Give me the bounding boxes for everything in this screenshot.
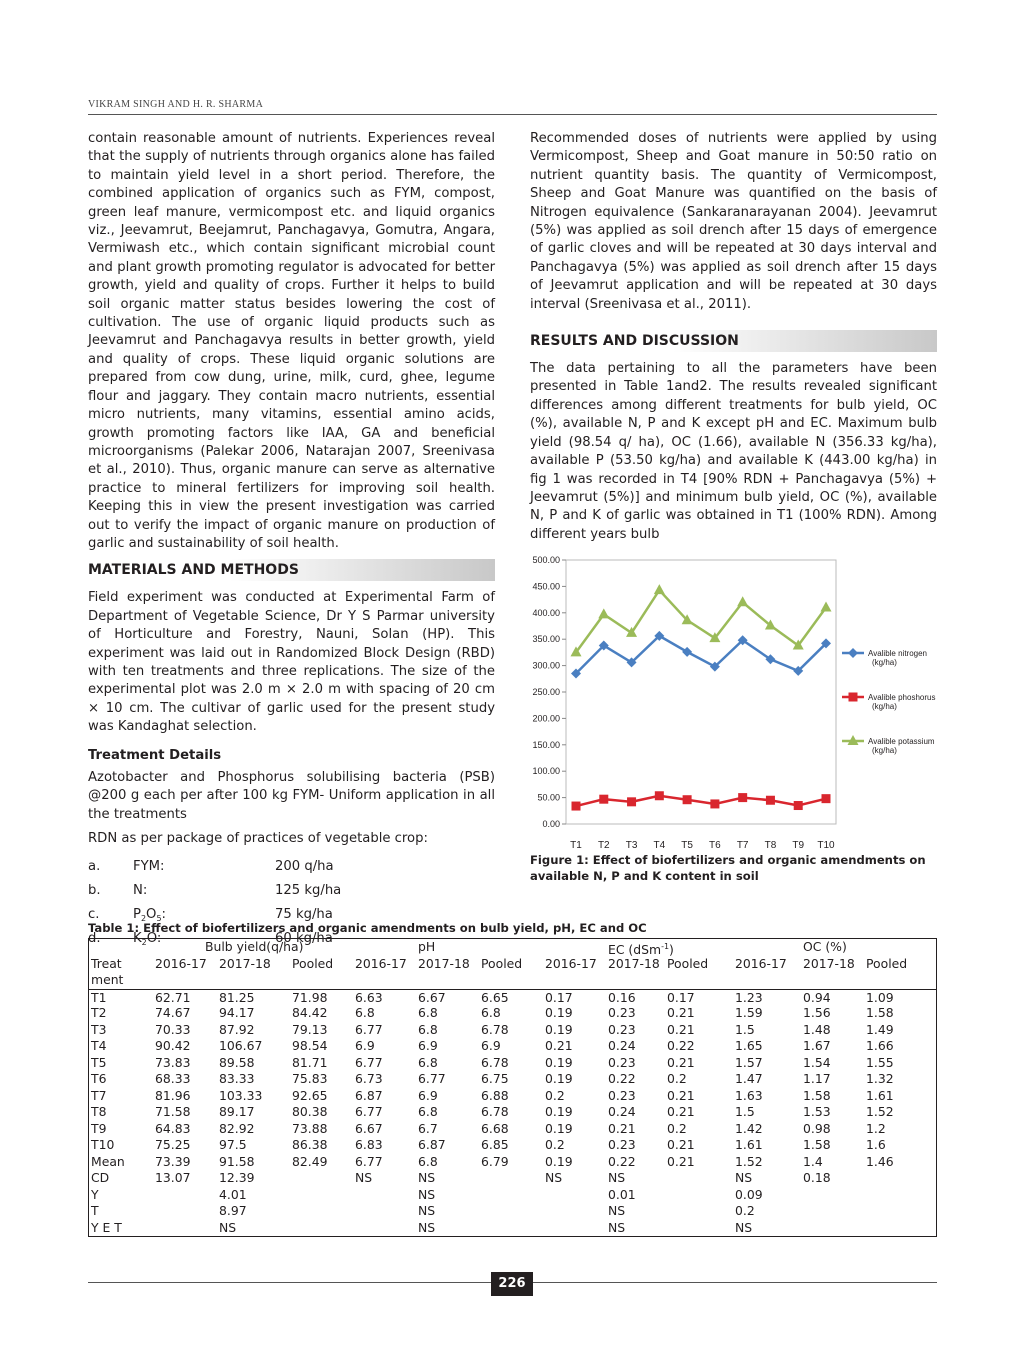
group-header: OC (%) <box>803 939 847 954</box>
methods-paragraph: Field experiment was conducted at Experimental Farm of Department of Vegetable Science, Dr Y S Parmar university of Horticulture and Forestry, Nauni, Solan (HP). This experiment was laid out in Randomized Block Design (RBD) with ten treatments and three replications. The size of the experimental plot was 2.0 m × 2.0 m with spacing of 20 cm × 10 cm. The cultivar of garlic used for the present study was Kandaghat selection. <box>88 590 495 735</box>
table-cell: 0.23 <box>608 1137 636 1152</box>
table-cell: 0.21 <box>667 1087 695 1103</box>
page-number: 226 <box>491 1272 533 1296</box>
table-cell: 0.22 <box>608 1071 636 1086</box>
table-cell: 6.8 <box>481 1005 501 1020</box>
table-cell: 1.23 <box>735 989 763 1005</box>
table-row <box>89 1203 936 1220</box>
table-cell: 0.23 <box>608 1087 636 1103</box>
table-cell: 0.19 <box>545 1005 573 1020</box>
row-label: T6 <box>91 1071 107 1086</box>
table-cell: 91.58 <box>219 1153 255 1169</box>
methods-continued-paragraph: Recommended doses of nutrients were applied by using Vermicompost, Sheep and Goat manure in 50:50 ratio on nutrient quantity basis. The quantity of Vermicompost, Sheep and Goat Manure was quantified on the basis of Nitrogen equivalence (Sankaranarayanan 2004). Jeevamrut (5%) was applied as soil drench after 15 days of emergence of garlic cloves and will be repeated at 30 days interval and Panchagavya (5%) was applied as soil drench after 15 days of Jeevamrut application and will be repeated at 30 days interval (Sreenivasa et al., 2011). <box>530 131 937 312</box>
table-cell: 0.21 <box>667 1137 695 1152</box>
data-table <box>88 938 937 1237</box>
table-cell: 0.21 <box>667 1021 695 1037</box>
table-cell: 1.32 <box>866 1071 894 1086</box>
table-cell: 89.17 <box>219 1104 255 1119</box>
data-point <box>683 795 692 804</box>
x-tick-label: T8 <box>764 840 777 851</box>
y-tick-label: 150.00 <box>532 739 560 750</box>
right-column <box>530 130 937 544</box>
table-cell: 0.21 <box>545 1038 573 1053</box>
table-cell: 6.8 <box>418 1104 438 1119</box>
table-cell: 1.57 <box>735 1054 763 1070</box>
rdn-item-index: a. <box>88 858 101 874</box>
table-cell: 4.01 <box>219 1186 247 1202</box>
table-cell: 0.19 <box>545 1153 573 1169</box>
row-label: T8 <box>91 1104 107 1119</box>
table-cell: 6.83 <box>355 1137 383 1152</box>
series-line <box>576 796 826 806</box>
x-tick-label: T3 <box>625 840 638 851</box>
table-cell: 0.21 <box>608 1120 636 1136</box>
rdn-item-value: 75 kg/ha <box>275 906 333 922</box>
table-cell: 6.75 <box>481 1071 509 1086</box>
table-row <box>89 1170 936 1187</box>
rdn-item <box>88 855 495 879</box>
table-cell: 90.42 <box>155 1038 191 1053</box>
table-cell: 6.79 <box>481 1153 509 1169</box>
table-cell: 73.88 <box>292 1120 328 1136</box>
table-cell: 94.17 <box>219 1005 255 1020</box>
table-cell: 6.78 <box>481 1021 509 1037</box>
table-cell: NS <box>219 1219 237 1235</box>
table-row <box>89 1005 936 1022</box>
table-cell: 6.78 <box>481 1054 509 1070</box>
table-cell: 1.09 <box>866 989 894 1005</box>
rdn-item-name: N: <box>133 882 148 898</box>
legend-label-unit: (kg/ha) <box>872 746 897 755</box>
intro-paragraph: contain reasonable amount of nutrients. Experiences reveal that the supply of nutrients through organics alone has failed to maintain yield level in a short period. Therefore, the combined application of organics such as FYM, compost, green leaf manure, vermicompost etc. and liquid organics viz., Jeevamrut, Beejamrut, Panchagavya, Gomutra, Angara, Vermiwash etc., which contain significant microbial count and plant growth promoting regulator is advocated for better growth, yield and quality of crops. Further it helps to build soil organic matter status besides lowering the cost of cultivation. The use of organic liquid products such as Jeevamrut and Panchagavya results in better growth, yield and quality of crops. These liquid organic solutions are prepared from cow dung, urine, milk, curd, ghee, legume flour and jaggary. They contain macro nutrients, essential micro nutrients, many vitamins, essential amino acids, growth promoting factors like IAA, GA and beneficial microorganisms (Palekar 2006, Natarajan 2007, Sreenivasa et al., 2010). Thus, organic manure can serve as alternative practice to mineral fertilizers for improving soil health. Keeping this in view the present investigation was carried out to verify the impact of organic manure on production of garlic and sustainability of soil health. <box>88 131 495 551</box>
row-label: Y E T <box>91 1219 122 1235</box>
y-tick-label: 400.00 <box>532 607 560 618</box>
table-cell: 0.21 <box>667 1005 695 1020</box>
table-cell: 1.58 <box>803 1137 831 1152</box>
legend-marker <box>848 648 858 658</box>
table-cell: 0.21 <box>667 1104 695 1119</box>
table-cell: 1.53 <box>803 1104 831 1119</box>
x-tick-label: T9 <box>792 840 805 851</box>
table-cell: 1.61 <box>735 1137 763 1152</box>
rdn-item-index: b. <box>88 882 101 898</box>
legend-label: Avalible phoshorus <box>868 693 936 702</box>
table-row <box>89 1121 936 1138</box>
table-cell: NS <box>355 1170 373 1185</box>
table-cell: 8.97 <box>219 1203 247 1218</box>
table-cell: 6.65 <box>481 989 509 1005</box>
rdn-item-value: 200 q/ha <box>275 858 334 874</box>
table-cell: NS <box>735 1170 753 1185</box>
row-label: T3 <box>91 1021 107 1037</box>
figure-1-chart <box>496 552 946 852</box>
table-cell: 6.9 <box>418 1087 438 1103</box>
table-cell: NS <box>418 1170 436 1185</box>
table-cell: 1.66 <box>866 1038 894 1053</box>
row-label: Y <box>91 1186 99 1202</box>
table-cell: 0.19 <box>545 1120 573 1136</box>
table-cell: 0.16 <box>608 989 636 1005</box>
column-header: Pooled <box>481 955 523 971</box>
table-cell: 13.07 <box>155 1170 191 1185</box>
y-tick-label: 0.00 <box>542 819 560 829</box>
table-cell: NS <box>608 1219 626 1235</box>
data-point <box>794 801 803 810</box>
table-row <box>89 1055 936 1072</box>
y-tick-label: 500.00 <box>532 555 560 565</box>
table-cell: 62.71 <box>155 989 191 1005</box>
table-cell: 86.38 <box>292 1137 328 1152</box>
table-cell: 89.58 <box>219 1054 255 1070</box>
row-label: T9 <box>91 1120 107 1136</box>
table-cell: 0.23 <box>608 1005 636 1020</box>
table-cell: 87.92 <box>219 1021 255 1037</box>
table-cell: 1.48 <box>803 1021 831 1037</box>
table-cell: 6.8 <box>418 1021 438 1037</box>
table-cell: 1.5 <box>735 1104 755 1119</box>
column-header: 2016-17 <box>735 955 787 971</box>
column-header: 2017-18 <box>219 955 271 971</box>
table-cell: 75.83 <box>292 1071 328 1086</box>
table-year-header <box>89 956 936 973</box>
figure-caption: Figure 1: Effect of biofertilizers and organic amendments on available N, P and K content in soil <box>530 853 926 883</box>
row-label: T5 <box>91 1054 107 1070</box>
column-header: Pooled <box>667 955 709 971</box>
table-cell: 1.4 <box>803 1153 823 1169</box>
rdn-item-index: c. <box>88 906 100 922</box>
x-tick-label: T1 <box>570 840 582 851</box>
table-cell: 6.9 <box>355 1038 375 1053</box>
table-cell: 0.22 <box>667 1038 695 1053</box>
table-cell: 1.46 <box>866 1153 894 1169</box>
table-cell: 0.94 <box>803 989 831 1005</box>
table-cell: 0.2 <box>735 1203 755 1218</box>
table-cell: 6.67 <box>355 1120 383 1136</box>
table-caption: Table 1: Effect of biofertilizers and organic amendments on bulb yield, pH, EC and OC <box>88 921 647 935</box>
column-header: Pooled <box>866 955 908 971</box>
table-cell: 6.68 <box>481 1120 509 1136</box>
table-cell: 0.19 <box>545 1054 573 1070</box>
table-cell: 6.87 <box>355 1087 383 1103</box>
table-row <box>89 1187 936 1204</box>
table-cell: 82.92 <box>219 1120 255 1136</box>
table-cell: 6.8 <box>418 1054 438 1070</box>
data-point <box>655 791 664 800</box>
table-cell: 1.47 <box>735 1071 763 1086</box>
x-tick-label: T10 <box>817 840 835 851</box>
table-cell: 0.17 <box>545 989 573 1005</box>
table-cell: 6.8 <box>418 1153 438 1169</box>
series-line <box>576 590 826 652</box>
table-cell: 0.23 <box>608 1021 636 1037</box>
row-label: T <box>91 1203 99 1218</box>
data-point <box>572 802 581 811</box>
rdn-item-name: $P_2O_5$: <box>133 906 166 923</box>
table-cell: 81.71 <box>292 1054 328 1070</box>
plot-area <box>566 560 836 824</box>
rdn-item-name: FYM: <box>133 858 165 874</box>
treatment-heading: Treatment Details <box>88 747 222 763</box>
table-cell: 0.2 <box>545 1087 565 1103</box>
table-cell: 0.09 <box>735 1186 763 1202</box>
table-cell: 6.77 <box>355 1021 383 1037</box>
table-cell: 0.19 <box>545 1104 573 1119</box>
x-tick-label: T2 <box>597 840 610 851</box>
table-cell: 0.01 <box>608 1186 636 1202</box>
table-cell: 6.77 <box>355 1153 383 1169</box>
column-header: 2017-18 <box>418 955 470 971</box>
row-label: T4 <box>91 1038 107 1053</box>
y-tick-label: 100.00 <box>532 766 560 777</box>
table-cell: 106.67 <box>219 1038 263 1053</box>
results-paragraph: The data pertaining to all the parameters have been presented in Table 1and2. The results revealed significant differences among different treatments for bulb yield, OC (%), available N, P and K except pH and EC. Maximum bulb yield (98.54 q/ ha), OC (1.66), available N (356.33 kg/ha), available P (53.50 kg/ha) and available K (443.00 kg/ha) in fig 1 was recorded in T4 [90% RDN + Panchagavya (5%) + Jeevamrut (5%)] and minimum bulb yield, OC (%), available N, P and K of garlic was obtained in T1 (100% RDN). Among different years bulb <box>530 361 937 542</box>
table-cell: 1.65 <box>735 1038 763 1053</box>
table-cell: NS <box>418 1219 436 1235</box>
table-row <box>89 1220 936 1237</box>
rdn-paragraph: RDN as per package of practices of vegetable crop: <box>88 831 428 847</box>
table-cell: 0.19 <box>545 1071 573 1086</box>
table-cell: 1.61 <box>866 1087 894 1103</box>
table-cell: 1.56 <box>803 1005 831 1020</box>
table-cell: 97.5 <box>219 1137 247 1152</box>
table-cell: 1.59 <box>735 1005 763 1020</box>
table-cell: 0.21 <box>667 1054 695 1070</box>
column-header: 2016-17 <box>155 955 207 971</box>
table-group-header <box>89 939 936 956</box>
table-cell: NS <box>735 1219 753 1235</box>
table-cell: 75.25 <box>155 1137 191 1152</box>
table-row <box>89 1038 936 1055</box>
row-label: T2 <box>91 1005 107 1020</box>
table-cell: NS <box>418 1203 436 1218</box>
table-cell: 6.85 <box>481 1137 509 1152</box>
table-cell: 81.96 <box>155 1087 191 1103</box>
table-row <box>89 1088 936 1105</box>
table-cell: 92.65 <box>292 1087 328 1103</box>
table-cell: 1.42 <box>735 1120 763 1136</box>
table-cell: 0.19 <box>545 1021 573 1037</box>
x-tick-label: T7 <box>736 840 749 851</box>
data-point <box>598 608 609 618</box>
legend-label-unit: (kg/ha) <box>872 702 897 711</box>
rdn-item-value: 125 kg/ha <box>275 882 342 898</box>
table-cell: 0.2 <box>545 1137 565 1152</box>
chart-svg <box>496 552 946 852</box>
table-cell: 6.77 <box>418 1071 446 1086</box>
data-point <box>627 797 636 806</box>
table-cell: 74.67 <box>155 1005 191 1020</box>
table-cell: 83.33 <box>219 1071 255 1086</box>
table-cell: NS <box>418 1186 436 1202</box>
data-point <box>710 799 719 808</box>
footer-rule-left <box>88 1282 493 1283</box>
table-cell: 0.17 <box>667 989 695 1005</box>
results-heading: RESULTS AND DISCUSSION <box>530 330 937 352</box>
table-row <box>89 989 936 1006</box>
rdn-list <box>88 855 495 951</box>
rdn-item-name: $K_2O$: <box>133 930 162 947</box>
data-point <box>821 602 832 612</box>
table-cell: NS <box>608 1170 626 1185</box>
column-header: 2016-17 <box>355 955 407 971</box>
x-tick-label: T6 <box>709 840 721 851</box>
y-tick-label: 250.00 <box>532 687 560 697</box>
left-column <box>88 130 495 951</box>
column-header: ment <box>91 972 124 987</box>
data-point <box>654 584 665 594</box>
row-label: T10 <box>91 1137 115 1152</box>
table-cell: 0.98 <box>803 1120 831 1136</box>
data-point <box>822 794 831 803</box>
data-point <box>738 793 747 802</box>
table-row <box>89 1154 936 1171</box>
group-header: EC (dSm$^{-1}$) <box>608 942 674 957</box>
table-cell: 1.17 <box>803 1071 831 1086</box>
header-rule <box>88 114 937 115</box>
table-cell: 6.63 <box>355 989 383 1005</box>
table-cell: 6.78 <box>481 1104 509 1119</box>
legend-marker <box>849 693 858 702</box>
table-cell: 0.24 <box>608 1104 636 1119</box>
y-tick-label: 450.00 <box>532 581 560 592</box>
data-point <box>737 596 748 606</box>
table-row <box>89 1137 936 1154</box>
table-cell: 70.33 <box>155 1021 191 1037</box>
table-cell: 0.23 <box>608 1054 636 1070</box>
table-cell: 6.67 <box>418 989 446 1005</box>
y-tick-label: 50.00 <box>537 792 560 803</box>
legend-label: Avalible nitrogen <box>868 649 928 658</box>
data-point <box>599 795 608 804</box>
legend-label-unit: (kg/ha) <box>872 658 897 667</box>
table-cell: 0.2 <box>667 1071 687 1086</box>
table-row <box>89 1022 936 1039</box>
table-cell: 6.88 <box>481 1087 509 1103</box>
column-header: Pooled <box>292 955 334 971</box>
rdn-item <box>88 879 495 903</box>
table-cell: 0.2 <box>667 1120 687 1136</box>
table-cell: 98.54 <box>292 1038 328 1053</box>
row-label: CD <box>91 1170 110 1185</box>
table-row <box>89 1071 936 1088</box>
table-cell: 6.9 <box>418 1038 438 1053</box>
row-label: Mean <box>91 1153 125 1169</box>
treatment-paragraph: Azotobacter and Phosphorus solubilising bacteria (PSB) @200 g each per after 100 kg FYM- Uniform application in all the treatments <box>88 770 495 822</box>
methods-heading: MATERIALS AND METHODS <box>88 559 495 581</box>
table-cell: 82.49 <box>292 1153 328 1169</box>
table-cell: 6.87 <box>418 1137 446 1152</box>
table-cell: 64.83 <box>155 1120 191 1136</box>
data-point <box>682 647 692 657</box>
y-tick-label: 200.00 <box>532 713 560 724</box>
rdn-item-value: 60 kg/ha <box>275 930 333 946</box>
table-cell: 1.58 <box>803 1087 831 1103</box>
rdn-item-index: d. <box>88 930 101 946</box>
table-cell: 1.63 <box>735 1087 763 1103</box>
table-cell: 1.54 <box>803 1054 831 1070</box>
table-cell: 71.98 <box>292 989 328 1005</box>
group-header: Bulb yield(q/ha) <box>205 939 304 954</box>
table-cell: 1.49 <box>866 1021 894 1037</box>
table-cell: 12.39 <box>219 1170 255 1185</box>
table-cell: 73.83 <box>155 1054 191 1070</box>
group-header: pH <box>418 939 436 954</box>
x-tick-label: T4 <box>653 840 666 851</box>
table-cell: 80.38 <box>292 1104 328 1119</box>
column-header: 2017-18 <box>803 955 855 971</box>
table-cell: 6.8 <box>355 1005 375 1020</box>
table-cell: 6.77 <box>355 1104 383 1119</box>
table-cell: 0.18 <box>803 1170 831 1185</box>
table-cell: 1.58 <box>866 1005 894 1020</box>
table-cell: 84.42 <box>292 1005 328 1020</box>
table-cell: 0.21 <box>667 1153 695 1169</box>
column-header: Treat <box>91 955 122 971</box>
table-cell: 6.77 <box>355 1054 383 1070</box>
table-cell: 1.67 <box>803 1038 831 1053</box>
legend-label: Avalible potassium <box>868 737 935 746</box>
table-cell: 1.2 <box>866 1120 886 1136</box>
series-line <box>576 636 826 674</box>
table-cell: 103.33 <box>219 1087 263 1103</box>
table-cell: 73.39 <box>155 1153 191 1169</box>
row-label: T7 <box>91 1087 107 1103</box>
table-cell: 79.13 <box>292 1021 328 1037</box>
table-cell: 71.58 <box>155 1104 191 1119</box>
table-cell: 1.52 <box>866 1104 894 1119</box>
table-cell: NS <box>545 1170 563 1185</box>
table-cell: 0.24 <box>608 1038 636 1053</box>
table-row <box>89 1104 936 1121</box>
x-tick-label: T5 <box>681 840 693 851</box>
y-tick-label: 350.00 <box>532 634 560 645</box>
table-cell: 1.5 <box>735 1021 755 1037</box>
table-cell: 0.22 <box>608 1153 636 1169</box>
table-cell: 1.55 <box>866 1054 894 1070</box>
table-cell: 6.7 <box>418 1120 438 1136</box>
table-cell: 6.9 <box>481 1038 501 1053</box>
table-cell: 81.25 <box>219 989 255 1005</box>
table-year-header-cont <box>89 972 936 989</box>
y-tick-label: 300.00 <box>532 660 560 671</box>
table-cell: 6.73 <box>355 1071 383 1086</box>
running-head: VIKRAM SINGH AND H. R. SHARMA <box>88 99 264 110</box>
table-cell: 1.52 <box>735 1153 763 1169</box>
table-cell: 1.6 <box>866 1137 886 1152</box>
table-cell: 68.33 <box>155 1071 191 1086</box>
table-cell: 6.8 <box>418 1005 438 1020</box>
footer-rule-right <box>533 1282 937 1283</box>
table-cell: NS <box>608 1203 626 1218</box>
column-header: 2017-18 <box>608 955 660 971</box>
column-header: 2016-17 <box>545 955 597 971</box>
row-label: T1 <box>91 989 107 1005</box>
data-point <box>766 796 775 805</box>
